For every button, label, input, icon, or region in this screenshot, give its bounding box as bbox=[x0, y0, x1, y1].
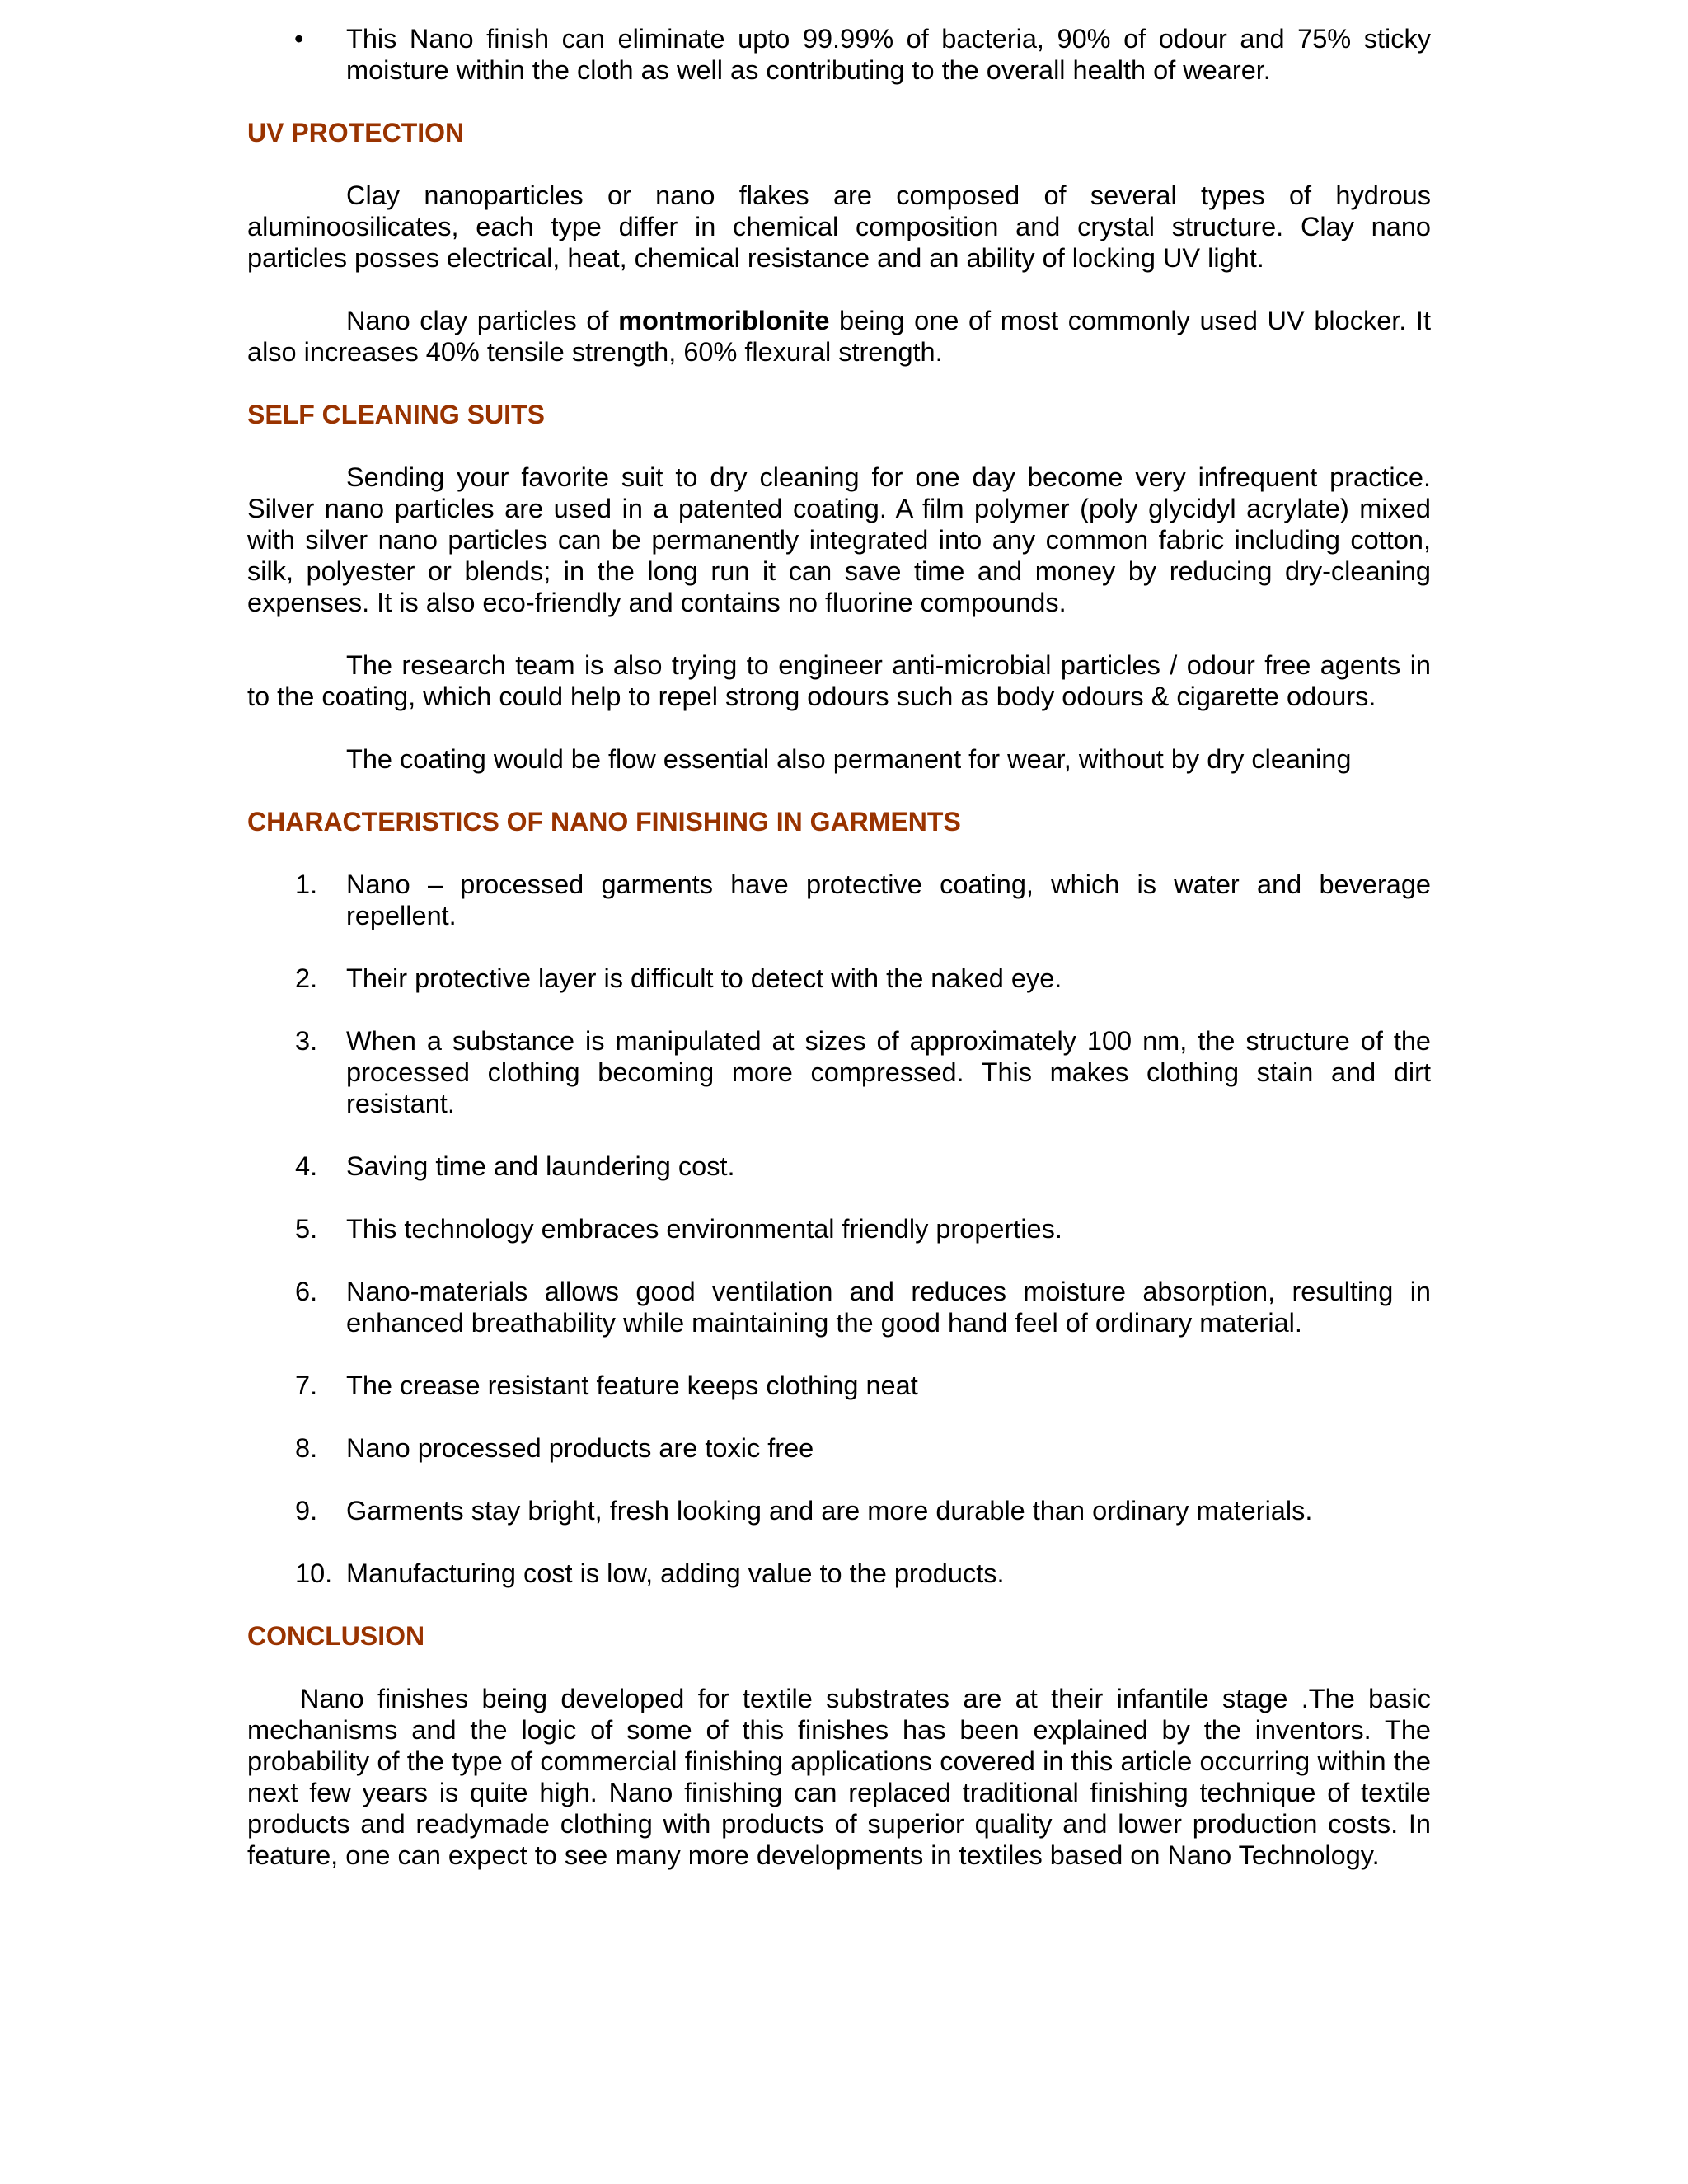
document-page bbox=[247, 23, 1431, 1871]
list-item-number: 9. bbox=[295, 1496, 318, 1526]
self-cleaning-heading: SELF CLEANING SUITS bbox=[247, 400, 545, 429]
bullet-marker: • bbox=[294, 24, 304, 54]
list-item-number: 5. bbox=[295, 1214, 318, 1244]
list-item-number: 8. bbox=[295, 1433, 318, 1463]
list-item-text: Nano-materials allows good ventilation and reduces moisture absorption, resulting in enhanced breathability while maintaining the good hand feel of ordinary material. bbox=[346, 1277, 1431, 1338]
list-item-number: 6. bbox=[295, 1277, 318, 1306]
characteristics-list bbox=[247, 869, 1431, 1589]
list-item-number: 2. bbox=[295, 963, 318, 993]
list-item bbox=[247, 1558, 1431, 1589]
self-cleaning-paragraph-1: Sending your favorite suit to dry cleaning for one day become very infrequent practice. Silver nano particles are used in a patented coating. A film polymer (poly glycidyl acrylate) mixed with silver nano particles can be permanently integrated into any common fabric including cotton, silk, polyester or blends; in the long run it can save time and money by reducing dry-cleaning expenses. It is also eco-friendly and contains no fluorine compounds. bbox=[247, 462, 1431, 617]
intro-bullet-text: This Nano finish can eliminate upto 99.99% of bacteria, 90% of odour and 75% sticky moisture within the cloth as well as contributing to the overall health of wearer. bbox=[346, 24, 1431, 85]
list-item bbox=[247, 1151, 1431, 1182]
list-item-text: The crease resistant feature keeps clothing neat bbox=[346, 1371, 918, 1400]
conclusion-paragraph: Nano finishes being developed for textile substrates are at their infantile stage .The basic mechanisms and the logic of some of this finishes has been explained by the inventors. The probability of the type of commercial finishing applications covered in this article occurring within the next few years is quite high. Nano finishing can replaced traditional finishing technique of textile products and readymade clothing with products of superior quality and lower production costs. In feature, one can expect to see many more developments in textiles based on Nano Technology. bbox=[247, 1684, 1431, 1870]
list-item bbox=[247, 1370, 1431, 1401]
intro-bullet-item bbox=[247, 23, 1431, 86]
uv-para2-before: Nano clay particles of bbox=[346, 306, 619, 335]
list-item bbox=[247, 963, 1431, 994]
list-item-text: Saving time and laundering cost. bbox=[346, 1151, 735, 1181]
list-item-text: When a substance is manipulated at sizes of approximately 100 nm, the structure of the processed clothing becoming more compressed. This makes clothing stain and dirt resistant. bbox=[346, 1026, 1431, 1118]
list-item bbox=[247, 1213, 1431, 1244]
self-cleaning-paragraph-2: The research team is also trying to engineer anti-microbial particles / odour free agents in to the coating, which could help to repel strong odours such as body odours & cigarette odours. bbox=[247, 650, 1431, 711]
list-item-text: Nano – processed garments have protective coating, which is water and beverage repellent. bbox=[346, 869, 1431, 930]
list-item-number: 3. bbox=[295, 1026, 318, 1056]
montmoriblonite-term: montmoriblonite bbox=[618, 306, 830, 335]
uv-protection-paragraph-2 bbox=[247, 305, 1431, 368]
list-item-text: Nano processed products are toxic free bbox=[346, 1433, 814, 1463]
list-item-text: This technology embraces environmental friendly properties. bbox=[346, 1214, 1062, 1244]
list-item-text: Their protective layer is difficult to detect with the naked eye. bbox=[346, 963, 1062, 993]
list-item bbox=[247, 869, 1431, 931]
list-item-number: 7. bbox=[295, 1371, 318, 1400]
conclusion-heading: CONCLUSION bbox=[247, 1621, 425, 1651]
list-item bbox=[247, 1495, 1431, 1526]
list-item-text: Garments stay bright, fresh looking and are more durable than ordinary materials. bbox=[346, 1496, 1313, 1526]
list-item-text: Manufacturing cost is low, adding value to the products. bbox=[346, 1558, 1005, 1588]
list-item bbox=[247, 1025, 1431, 1119]
uv-protection-paragraph-1: Clay nanoparticles or nano flakes are composed of several types of hydrous aluminoosilicates, each type differ in chemical composition and crystal structure. Clay nano particles posses electrical, heat, chemical resistance and an ability of locking UV light. bbox=[247, 180, 1431, 273]
self-cleaning-paragraph-3: The coating would be flow essential also permanent for wear, without by dry cleaning bbox=[346, 744, 1352, 774]
list-item-number: 10. bbox=[295, 1558, 333, 1588]
list-item-number: 1. bbox=[295, 869, 318, 899]
list-item-number: 4. bbox=[295, 1151, 318, 1181]
uv-protection-heading: UV PROTECTION bbox=[247, 118, 465, 148]
characteristics-heading: CHARACTERISTICS OF NANO FINISHING IN GARMENTS bbox=[247, 807, 961, 837]
list-item bbox=[247, 1276, 1431, 1338]
uv-para2-after: being one of most commonly used UV blocker. It also increases 40% tensile strength, 60% flexural strength. bbox=[247, 306, 1431, 367]
list-item bbox=[247, 1432, 1431, 1464]
